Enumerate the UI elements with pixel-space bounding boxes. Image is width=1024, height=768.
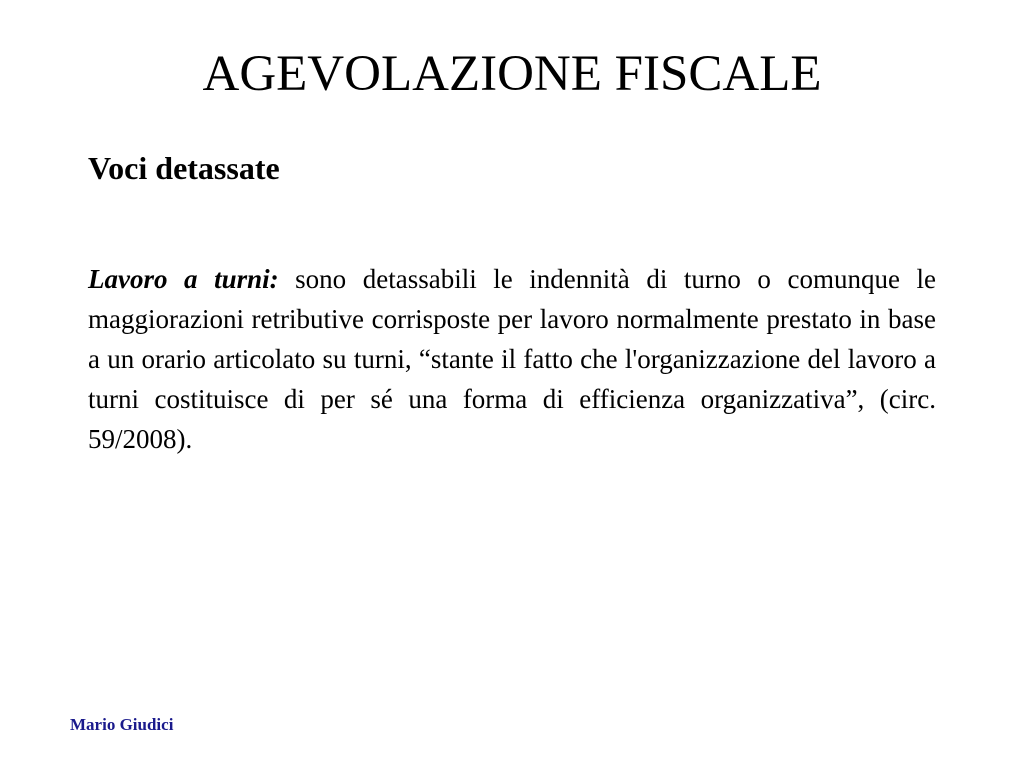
body-text: sono detassabili le indennità di turno o comunque le maggiorazioni retributive corrisposte per lavoro normalmente prestato in base a un orario articolato su turni, “stante il fatto che l'organizzazione del lavoro a turni costituisce di per sé una forma di efficienza organizzativa”, (circ. 59/2008). [88, 264, 936, 454]
slide-title: AGEVOLAZIONE FISCALE [202, 46, 822, 102]
body-lead: Lavoro a turni: [88, 264, 279, 294]
slide-subtitle: Voci detassate [88, 150, 280, 186]
footer-author: Mario Giudici [70, 715, 174, 734]
body-paragraph [88, 259, 936, 459]
